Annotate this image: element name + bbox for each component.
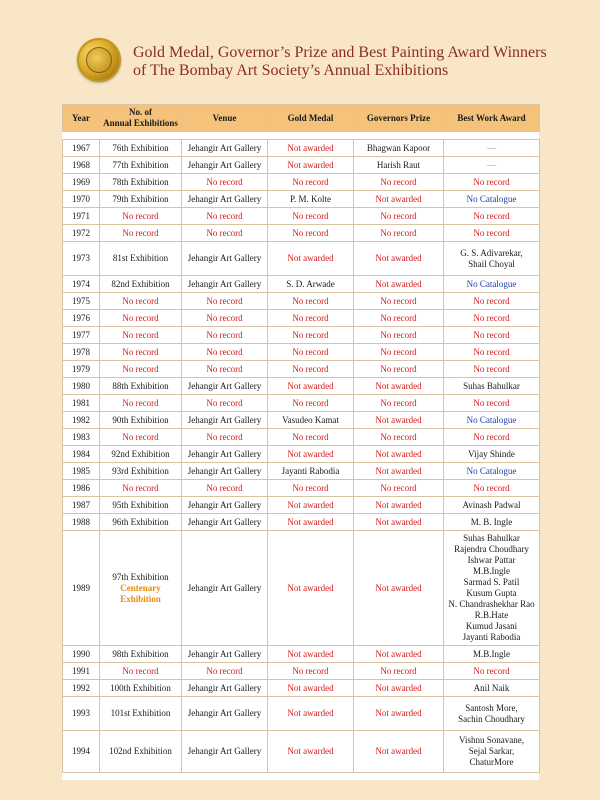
cell-best-work-award: No record <box>444 310 540 327</box>
cell-venue: Jehangir Art Gallery <box>182 646 268 663</box>
cell-governors-prize: Not awarded <box>354 242 444 276</box>
title-line-1: Gold Medal, Governor’s Prize and Best Painting Award Winners <box>133 44 547 61</box>
cell-year: 1977 <box>63 327 100 344</box>
cell-venue: No record <box>182 663 268 680</box>
cell-best-work-award: No record <box>444 429 540 446</box>
table-row <box>63 531 540 646</box>
cell-best-work-award: Vishnu Sonavane, Sejal Sarkar, ChaturMore <box>444 731 540 773</box>
cell-gold-medal: Jayanti Rabodia <box>268 463 354 480</box>
cell-exhibition: No record <box>100 663 182 680</box>
cell-year: 1979 <box>63 361 100 378</box>
cell-venue: Jehangir Art Gallery <box>182 191 268 208</box>
cell-best-work-award: Suhas Bahulkar Rajendra Choudhary Ishwar Pattar M.B.Ingle Sarmad S. Patil Kusum Gupta N. Chandrashekhar Rao R.B.Hate Kumud Jasani Jayanti Rabodia <box>444 531 540 646</box>
cell-gold-medal: No record <box>268 174 354 191</box>
cell-year: 1983 <box>63 429 100 446</box>
table-row <box>63 680 540 697</box>
cell-year: 1974 <box>63 276 100 293</box>
cell-exhibition: 88th Exhibition <box>100 378 182 395</box>
title-line-2: of The Bombay Art Society’s Annual Exhibitions <box>133 62 449 79</box>
cell-year: 1988 <box>63 514 100 531</box>
cell-year: 1982 <box>63 412 100 429</box>
cell-best-work-award: Suhas Bahulkar <box>444 378 540 395</box>
cell-exhibition: 102nd Exhibition <box>100 731 182 773</box>
cell-year: 1987 <box>63 497 100 514</box>
table-row <box>63 327 540 344</box>
table-row <box>63 310 540 327</box>
cell-venue: No record <box>182 344 268 361</box>
cell-governors-prize: Not awarded <box>354 378 444 395</box>
cell-gold-medal: No record <box>268 225 354 242</box>
cell-exhibition: 101st Exhibition <box>100 697 182 731</box>
cell-best-work-award: — <box>444 157 540 174</box>
cell-venue: No record <box>182 429 268 446</box>
cell-governors-prize: No record <box>354 344 444 361</box>
cell-venue: Jehangir Art Gallery <box>182 412 268 429</box>
cell-venue: Jehangir Art Gallery <box>182 463 268 480</box>
cell-year: 1985 <box>63 463 100 480</box>
table-row <box>63 191 540 208</box>
cell-year: 1989 <box>63 531 100 646</box>
cell-governors-prize: No record <box>354 361 444 378</box>
cell-governors-prize: Not awarded <box>354 446 444 463</box>
cell-governors-prize: Not awarded <box>354 646 444 663</box>
cell-best-work-award: Anil Naik <box>444 680 540 697</box>
cell-governors-prize: No record <box>354 395 444 412</box>
cell-governors-prize: Not awarded <box>354 731 444 773</box>
table-row <box>63 378 540 395</box>
table-row <box>63 344 540 361</box>
cell-exhibition: 78th Exhibition <box>100 174 182 191</box>
cell-gold-medal: S. D. Arwade <box>268 276 354 293</box>
cell-year: 1981 <box>63 395 100 412</box>
table-row <box>63 663 540 680</box>
cell-exhibition: 98th Exhibition <box>100 646 182 663</box>
page-title <box>133 44 593 80</box>
cell-gold-medal: Not awarded <box>268 680 354 697</box>
cell-gold-medal: Not awarded <box>268 514 354 531</box>
cell-year: 1984 <box>63 446 100 463</box>
cell-exhibition: 93rd Exhibition <box>100 463 182 480</box>
table-row <box>63 412 540 429</box>
table-row <box>63 395 540 412</box>
header-year: Year <box>63 105 100 132</box>
table-row <box>63 429 540 446</box>
cell-best-work-award: No record <box>444 208 540 225</box>
cell-best-work-award: No record <box>444 344 540 361</box>
cell-best-work-award: — <box>444 140 540 157</box>
table-row <box>63 157 540 174</box>
cell-governors-prize: Not awarded <box>354 276 444 293</box>
cell-year: 1970 <box>63 191 100 208</box>
cell-exhibition: No record <box>100 310 182 327</box>
cell-exhibition: 90th Exhibition <box>100 412 182 429</box>
cell-venue: Jehangir Art Gallery <box>182 242 268 276</box>
table-row <box>63 463 540 480</box>
table-row <box>63 276 540 293</box>
cell-exhibition: No record <box>100 480 182 497</box>
cell-best-work-award: No Catalogue <box>444 191 540 208</box>
cell-exhibition: No record <box>100 395 182 412</box>
cell-year: 1990 <box>63 646 100 663</box>
cell-gold-medal: No record <box>268 429 354 446</box>
cell-governors-prize: Not awarded <box>354 191 444 208</box>
cell-venue: Jehangir Art Gallery <box>182 680 268 697</box>
cell-gold-medal: No record <box>268 480 354 497</box>
cell-governors-prize: Not awarded <box>354 497 444 514</box>
cell-best-work-award: M. B. Ingle <box>444 514 540 531</box>
table-row <box>63 446 540 463</box>
cell-year: 1971 <box>63 208 100 225</box>
cell-gold-medal: Not awarded <box>268 378 354 395</box>
cell-gold-medal: Not awarded <box>268 731 354 773</box>
cell-venue: Jehangir Art Gallery <box>182 497 268 514</box>
cell-exhibition: 76th Exhibition <box>100 140 182 157</box>
cell-governors-prize: No record <box>354 174 444 191</box>
cell-exhibition: No record <box>100 344 182 361</box>
cell-exhibition: No record <box>100 293 182 310</box>
awards-table <box>62 104 540 773</box>
header-governors-prize: Governors Prize <box>354 105 444 132</box>
cell-exhibition: 95th Exhibition <box>100 497 182 514</box>
cell-best-work-award: No record <box>444 327 540 344</box>
cell-best-work-award: No record <box>444 395 540 412</box>
cell-governors-prize: Not awarded <box>354 463 444 480</box>
cell-year: 1992 <box>63 680 100 697</box>
cell-governors-prize: No record <box>354 293 444 310</box>
cell-best-work-award: Santosh More, Sachin Choudhary <box>444 697 540 731</box>
cell-exhibition: 77th Exhibition <box>100 157 182 174</box>
cell-gold-medal: No record <box>268 361 354 378</box>
cell-venue: Jehangir Art Gallery <box>182 514 268 531</box>
cell-exhibition: 100th Exhibition <box>100 680 182 697</box>
cell-venue: Jehangir Art Gallery <box>182 378 268 395</box>
awards-table-container <box>62 104 539 780</box>
table-row <box>63 174 540 191</box>
cell-gold-medal: Not awarded <box>268 157 354 174</box>
cell-year: 1973 <box>63 242 100 276</box>
table-row <box>63 242 540 276</box>
cell-best-work-award: No record <box>444 663 540 680</box>
cell-year: 1975 <box>63 293 100 310</box>
cell-gold-medal: Not awarded <box>268 446 354 463</box>
cell-venue: No record <box>182 327 268 344</box>
header <box>0 0 600 100</box>
cell-best-work-award: No Catalogue <box>444 276 540 293</box>
cell-venue: No record <box>182 395 268 412</box>
cell-year: 1976 <box>63 310 100 327</box>
cell-governors-prize: Not awarded <box>354 531 444 646</box>
cell-exhibition: No record <box>100 327 182 344</box>
cell-best-work-award: Avinash Padwal <box>444 497 540 514</box>
table-row <box>63 697 540 731</box>
cell-best-work-award: No record <box>444 480 540 497</box>
table-row <box>63 140 540 157</box>
cell-exhibition: 92nd Exhibition <box>100 446 182 463</box>
table-row <box>63 646 540 663</box>
cell-exhibition: No record <box>100 361 182 378</box>
cell-venue: Jehangir Art Gallery <box>182 140 268 157</box>
cell-year: 1969 <box>63 174 100 191</box>
cell-governors-prize: Not awarded <box>354 412 444 429</box>
header-gold-medal: Gold Medal <box>268 105 354 132</box>
cell-governors-prize: No record <box>354 208 444 225</box>
cell-gold-medal: Not awarded <box>268 140 354 157</box>
cell-year: 1972 <box>63 225 100 242</box>
cell-exhibition: 96th Exhibition <box>100 514 182 531</box>
cell-exhibition: No record <box>100 429 182 446</box>
cell-best-work-award: No Catalogue <box>444 463 540 480</box>
cell-gold-medal: Not awarded <box>268 531 354 646</box>
cell-gold-medal: Not awarded <box>268 242 354 276</box>
cell-exhibition: 81st Exhibition <box>100 242 182 276</box>
cell-gold-medal: Not awarded <box>268 697 354 731</box>
cell-year: 1991 <box>63 663 100 680</box>
cell-best-work-award: No record <box>444 174 540 191</box>
spacer-row <box>63 132 540 140</box>
cell-best-work-award: G. S. Adivarekar, Shail Choyal <box>444 242 540 276</box>
table-header-row <box>63 105 540 132</box>
table-row <box>63 731 540 773</box>
cell-gold-medal: No record <box>268 208 354 225</box>
gold-medal-logo <box>77 38 121 82</box>
cell-governors-prize: No record <box>354 663 444 680</box>
table-row <box>63 514 540 531</box>
cell-best-work-award: Vijay Shinde <box>444 446 540 463</box>
cell-exhibition: 82nd Exhibition <box>100 276 182 293</box>
cell-venue: Jehangir Art Gallery <box>182 531 268 646</box>
cell-gold-medal: No record <box>268 327 354 344</box>
cell-governors-prize: No record <box>354 480 444 497</box>
cell-venue: No record <box>182 208 268 225</box>
cell-gold-medal: Not awarded <box>268 497 354 514</box>
cell-venue: No record <box>182 293 268 310</box>
cell-exhibition: 79th Exhibition <box>100 191 182 208</box>
cell-gold-medal: No record <box>268 293 354 310</box>
cell-governors-prize: No record <box>354 310 444 327</box>
cell-gold-medal: No record <box>268 310 354 327</box>
cell-exhibition: 97th Exhibition Centenary Exhibition <box>100 531 182 646</box>
cell-gold-medal: No record <box>268 344 354 361</box>
cell-best-work-award: No record <box>444 293 540 310</box>
cell-governors-prize: Harish Raut <box>354 157 444 174</box>
cell-best-work-award: No record <box>444 361 540 378</box>
cell-governors-prize: No record <box>354 225 444 242</box>
cell-governors-prize: Not awarded <box>354 697 444 731</box>
cell-gold-medal: No record <box>268 663 354 680</box>
cell-exhibition: No record <box>100 208 182 225</box>
cell-governors-prize: No record <box>354 429 444 446</box>
cell-year: 1967 <box>63 140 100 157</box>
table-row <box>63 293 540 310</box>
table-row <box>63 225 540 242</box>
cell-venue: Jehangir Art Gallery <box>182 697 268 731</box>
cell-year: 1994 <box>63 731 100 773</box>
cell-exhibition: No record <box>100 225 182 242</box>
cell-best-work-award: No record <box>444 225 540 242</box>
cell-year: 1993 <box>63 697 100 731</box>
cell-venue: Jehangir Art Gallery <box>182 276 268 293</box>
cell-venue: Jehangir Art Gallery <box>182 731 268 773</box>
table-row <box>63 208 540 225</box>
cell-best-work-award: M.B.Ingle <box>444 646 540 663</box>
cell-best-work-award: No Catalogue <box>444 412 540 429</box>
header-exhibitions: No. of Annual Exhibitions <box>100 105 182 132</box>
centenary-label: Centenary Exhibition <box>120 582 161 604</box>
table-row <box>63 497 540 514</box>
table-row <box>63 480 540 497</box>
header-best-work-award: Best Work Award <box>444 105 540 132</box>
cell-gold-medal: No record <box>268 395 354 412</box>
cell-year: 1980 <box>63 378 100 395</box>
cell-governors-prize: Not awarded <box>354 514 444 531</box>
cell-governors-prize: Not awarded <box>354 680 444 697</box>
cell-venue: No record <box>182 480 268 497</box>
cell-venue: No record <box>182 174 268 191</box>
cell-venue: No record <box>182 310 268 327</box>
cell-governors-prize: Bhagwan Kapoor <box>354 140 444 157</box>
header-venue: Venue <box>182 105 268 132</box>
cell-venue: No record <box>182 361 268 378</box>
cell-year: 1968 <box>63 157 100 174</box>
cell-venue: No record <box>182 225 268 242</box>
table-row <box>63 361 540 378</box>
cell-gold-medal: P. M. Kolte <box>268 191 354 208</box>
cell-gold-medal: Not awarded <box>268 646 354 663</box>
cell-venue: Jehangir Art Gallery <box>182 446 268 463</box>
cell-venue: Jehangir Art Gallery <box>182 157 268 174</box>
cell-governors-prize: No record <box>354 327 444 344</box>
cell-year: 1978 <box>63 344 100 361</box>
cell-year: 1986 <box>63 480 100 497</box>
cell-gold-medal: Vasudeo Kamat <box>268 412 354 429</box>
